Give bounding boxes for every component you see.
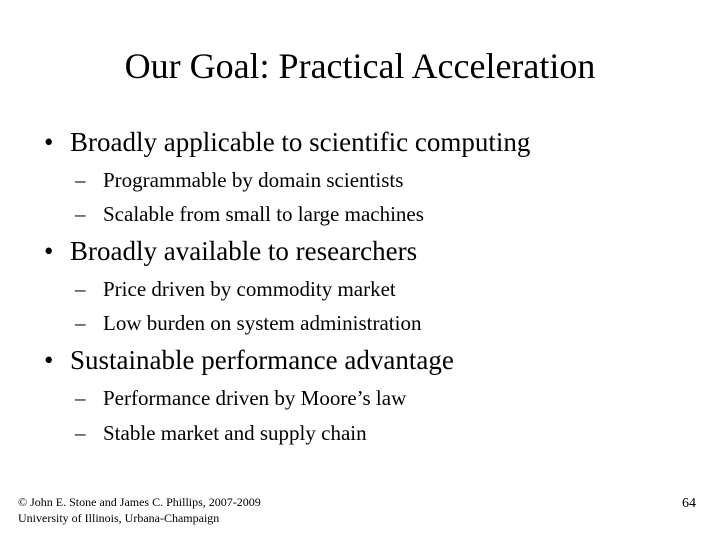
footer-copyright: © John E. Stone and James C. Phillips, 2007-2009 (18, 495, 261, 509)
sub-bullet-marker: – (75, 311, 86, 335)
page-number: 64 (682, 496, 696, 511)
sub-bullet-item (75, 200, 424, 228)
bullet-item (44, 125, 530, 159)
bullet-text: Sustainable performance advantage (70, 345, 454, 375)
sub-bullet-item (75, 166, 403, 194)
bullet-marker: • (44, 127, 54, 157)
sub-bullet-item (75, 309, 421, 337)
bullet-text: Broadly available to researchers (70, 236, 418, 266)
sub-bullet-item (75, 275, 396, 303)
slide-title: Our Goal: Practical Acceleration (124, 46, 596, 86)
footer-institution: University of Illinois, Urbana-Champaign (18, 511, 220, 525)
sub-bullet-text: Price driven by commodity market (103, 277, 396, 301)
sub-bullet-text: Low burden on system administration (103, 311, 422, 335)
bullet-marker: • (44, 345, 54, 375)
sub-bullet-text: Stable market and supply chain (103, 421, 367, 445)
sub-bullet-text: Scalable from small to large machines (103, 202, 424, 226)
sub-bullet-marker: – (75, 202, 86, 226)
footer-credits (18, 494, 261, 526)
bullet-item (44, 234, 417, 268)
sub-bullet-marker: – (75, 168, 86, 192)
sub-bullet-marker: – (75, 421, 86, 445)
bullet-text: Broadly applicable to scientific computing (70, 127, 531, 157)
bullet-marker: • (44, 236, 54, 266)
sub-bullet-item (75, 384, 406, 412)
sub-bullet-item (75, 419, 367, 447)
sub-bullet-marker: – (75, 277, 86, 301)
bullet-item (44, 343, 454, 377)
sub-bullet-text: Performance driven by Moore’s law (103, 386, 407, 410)
sub-bullet-marker: – (75, 386, 86, 410)
sub-bullet-text: Programmable by domain scientists (103, 168, 404, 192)
